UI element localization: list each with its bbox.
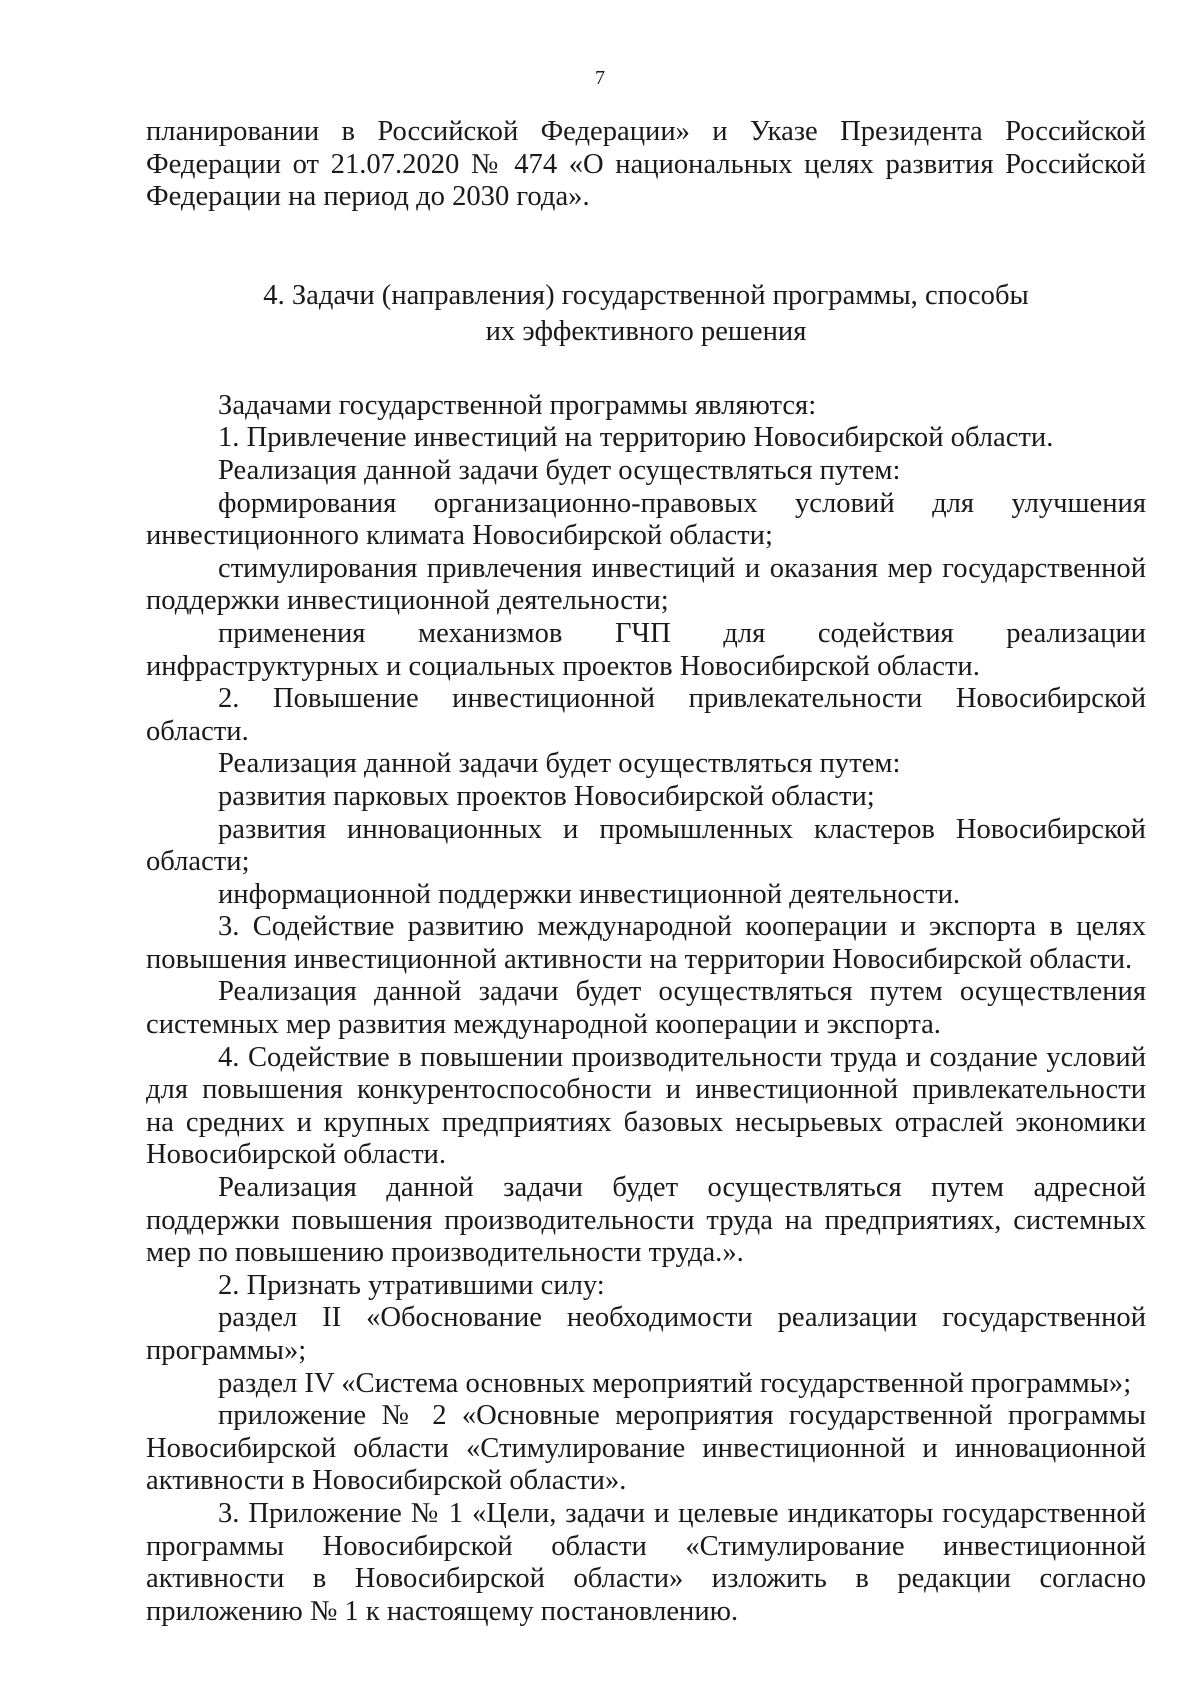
section-heading (146, 278, 1146, 350)
paragraph-task-2: 2. Повышение инвестиционной привлекательности Новосибирской области. (146, 683, 1146, 747)
paragraph-task-1-method: Реализация данной задачи будет осуществляться путем: (218, 454, 901, 486)
paragraph-task-1-item-1: формирования организационно-правовых условий для улучшения инвестиционного климата Новосибирской области; (146, 487, 1146, 552)
paragraph-repeal-item-1: раздел II «Обоснование необходимости реализации государственной программы»; (146, 1302, 1146, 1366)
document-body (146, 116, 1146, 1628)
intro-paragraph: планировании в Российской Федерации» и Указе Президента Российской Федерации от 21.07.2020 № 474 «О национальных целях развития Российской Федерации на период до 2030 года». (146, 116, 1146, 213)
paragraph-task-2-method: Реализация данной задачи будет осуществляться путем: (218, 748, 901, 780)
paragraph-task-1-item-3: применения механизмов ГЧП для содействия реализации инфраструктурных и социальных проектов Новосибирской области. (146, 617, 1146, 682)
paragraph-task-2-item-3: информационной поддержки инвестиционной деятельности. (218, 878, 961, 910)
paragraph-task-2-item-2: развития инновационных и промышленных кластеров Новосибирской области; (146, 813, 1146, 878)
paragraph-task-3: 3. Содействие развитию международной кооперации и экспорта в целях повышения инвестиционной активности на территории Новосибирской области. (146, 911, 1146, 975)
paragraph-task-3-method: Реализация данной задачи будет осуществляться путем осуществления системных мер развития международной кооперации и экспорта. (146, 976, 1146, 1041)
paragraph-task-1: 1. Привлечение инвестиций на территорию Новосибирской области. (218, 422, 1054, 454)
section-heading-line-2: их эффективного решения (485, 315, 807, 347)
section-heading-line-1: 4. Задачи (направления) государственной программы, способы (263, 279, 1029, 311)
paragraph-task-4: 4. Содействие в повышении производительности труда и создание условий для повышения конкурентоспособности и инвестиционной привлекательности на средних и крупных предприятиях базовых несырьевых отраслей экономики Новосибирской области. (146, 1041, 1146, 1171)
paragraph-appendix-1: 3. Приложение № 1 «Цели, задачи и целевые индикаторы государственной программы Новосибирской области «Стимулирование инвестиционной активности в Новосибирской области» изложить в редакции согласно приложению № 1 к настоящему постановлению. (146, 1497, 1146, 1627)
paragraph-repeal-item-3: приложение № 2 «Основные мероприятия государственной программы Новосибирской области «Стимулирование инвестиционной и инновационной активности в Новосибирской области». (146, 1400, 1146, 1497)
paragraph-task-4-method: Реализация данной задачи будет осуществляться путем адресной поддержки повышения производительности труда на предприятиях, системных мер по повышению производительности труда.». (146, 1172, 1146, 1269)
paragraph-tasks-intro: Задачами государственной программы являются: (218, 389, 817, 421)
page-number: 7 (595, 67, 605, 89)
paragraph-task-1-item-2: стимулирования привлечения инвестиций и оказания мер государственной поддержки инвестиционной деятельности; (146, 552, 1146, 617)
paragraph-repeal: 2. Признать утратившими силу: (218, 1269, 605, 1301)
paragraph-repeal-item-2: раздел IV «Система основных мероприятий государственной программы»; (218, 1367, 1132, 1399)
paragraph-task-2-item-1: развития парковых проектов Новосибирской области; (218, 780, 875, 812)
